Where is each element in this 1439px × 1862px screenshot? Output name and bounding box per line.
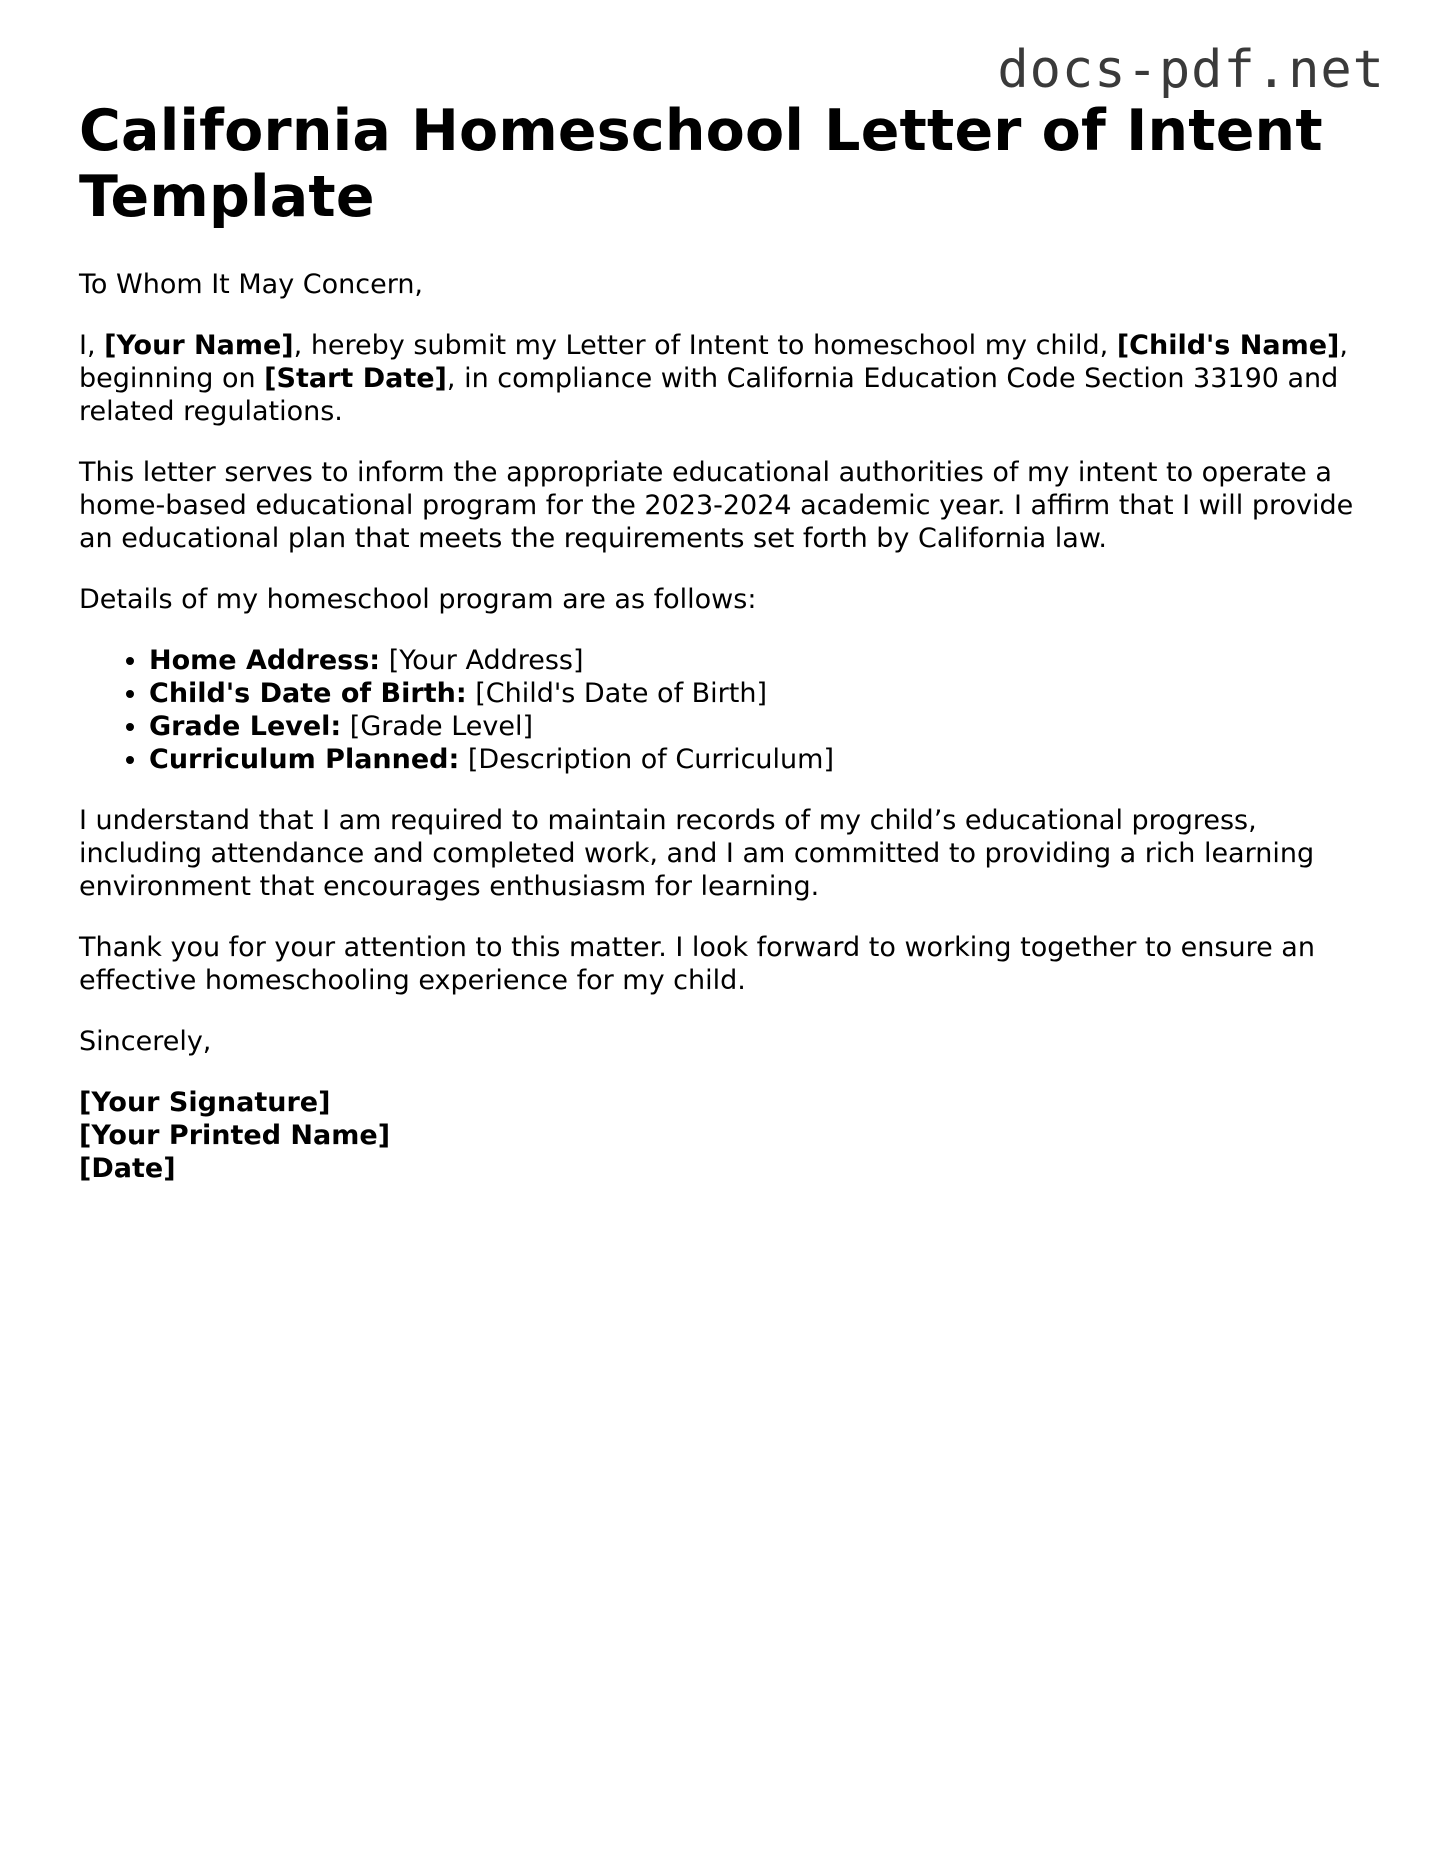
thanks-paragraph: Thank you for your attention to this matter. I look forward to working together to ensure an effective homeschooling experience for my child. <box>79 932 1315 996</box>
detail-label: Home Address: <box>149 645 381 676</box>
list-item <box>149 677 1369 710</box>
signature-block <box>79 1086 1369 1185</box>
page-title: California Homeschool Letter of Intent Template <box>79 98 1323 230</box>
document-page <box>79 98 1369 1185</box>
date-placeholder: [Date] <box>79 1153 176 1184</box>
salutation: To Whom It May Concern, <box>79 269 424 300</box>
closing: Sincerely, <box>79 1026 212 1057</box>
detail-value: [Child's Date of Birth] <box>466 678 768 709</box>
intro-text-3: , beginning on <box>79 330 1348 394</box>
your-name-placeholder: [Your Name] <box>104 330 294 361</box>
list-item <box>149 710 1369 743</box>
signature-placeholder: [Your Signature] <box>79 1087 331 1118</box>
detail-value: [Your Address] <box>380 645 584 676</box>
intro-text-2: , hereby submit my Letter of Intent to homeschool my child, <box>293 330 1117 361</box>
printed-name-placeholder: [Your Printed Name] <box>79 1120 391 1151</box>
detail-value: [Grade Level] <box>341 711 534 742</box>
intro-text-4: , in compliance with California Education Code Section 33190 and related regulations. <box>79 363 1339 427</box>
records-paragraph: I understand that I am required to maintain records of my child’s educational progress, including attendance and completed work, and I am committed to providing a rich learning environment that encourages enthusiasm for learning. <box>79 805 1315 902</box>
list-item <box>149 743 1369 776</box>
details-list <box>79 644 1369 776</box>
detail-label: Curriculum Planned: <box>149 744 460 775</box>
intro-paragraph <box>79 329 1369 428</box>
watermark: docs-pdf.net <box>997 40 1385 100</box>
start-date-placeholder: [Start Date] <box>264 363 447 394</box>
intro-text-1: I, <box>79 330 105 361</box>
detail-label: Child's Date of Birth: <box>149 678 467 709</box>
list-item <box>149 644 1369 677</box>
detail-value: [Description of Curriculum] <box>459 744 834 775</box>
detail-label: Grade Level: <box>149 711 342 742</box>
childs-name-placeholder: [Child's Name] <box>1116 330 1340 361</box>
details-intro: Details of my homeschool program are as follows: <box>79 584 757 615</box>
purpose-paragraph: This letter serves to inform the appropriate educational authorities of my intent to operate a home-based educational program for the 2023-2024 academic year. I affirm that I will provide an educational plan that meets the requirements set forth by California law. <box>79 457 1354 554</box>
